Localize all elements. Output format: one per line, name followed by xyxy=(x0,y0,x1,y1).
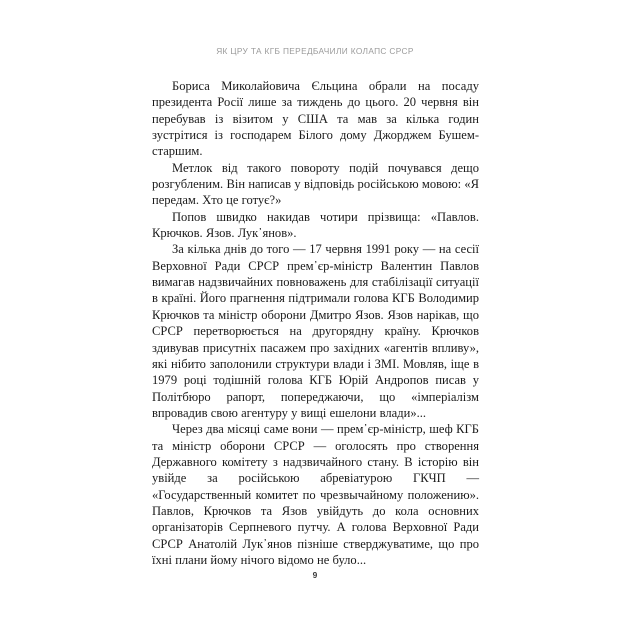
body-text-column xyxy=(152,78,479,568)
paragraph: Бориса Миколайовича Єльцина обрали на посаду президента Росії лише за тиждень до цього. 20 червня він перебував із візитом у США та мав за кілька годин зустрітися із господарем Білого дому Джорджем Бушем-старшим. xyxy=(152,79,479,159)
running-head: ЯК ЦРУ ТА КГБ ПЕРЕДБАЧИЛИ КОЛАПС СРСР xyxy=(216,46,414,56)
paragraph: Попов швидко накидав чотири прізвища: «Павлов. Крючков. Язов. Лук᾿янов». xyxy=(152,209,479,241)
page-number: 9 xyxy=(312,570,318,580)
paragraph: Метлок від такого повороту подій почувався дещо розгубленим. Він написав у відповідь російською мовою: «Я передам. Хто це готує?» xyxy=(152,160,479,208)
paragraph: За кілька днів до того — 17 червня 1991 року — на сесії Верховної Ради СРСР прем᾿єр-міністр Валентин Павлов вимагав надзвичайних повноважень для стабілізації ситуації в країні. Його прагнення підтримали голова КГБ Володимир Крючков та міністр оборони Дмитро Язов. Язов нарікав, що СРСР перетворюється на другорядну країну. Крючков здивував присутніх пасажем про західних «агентів впливу», які нібито заполонили структури влади і ЗМІ. Мовляв, іще в 1979 році тодішній голова КГБ Юрій Андропов писав у Політбюро рапорт, попереджаючи, що «імперіалізм впровадив свою агентуру у вищі ешелони влади»... xyxy=(152,242,479,420)
paragraph: Через два місяці саме вони — прем᾿єр-міністр, шеф КГБ та міністр оборони СРСР — оголосять про створення Державного комітету з надзвичайного стану. В історію він увійде за російською абревіатурою ГКЧП — «Государственный комитет по чрезвычайному положению». Павлов, Крючков та Язов увійдуть до кола основних організаторів Серпневого путчу. А голова Верховної Ради СРСР Анатолій Лук᾿янов пізніше стверджуватиме, що про їхні плани йому нічого відомо не було... xyxy=(152,422,479,567)
